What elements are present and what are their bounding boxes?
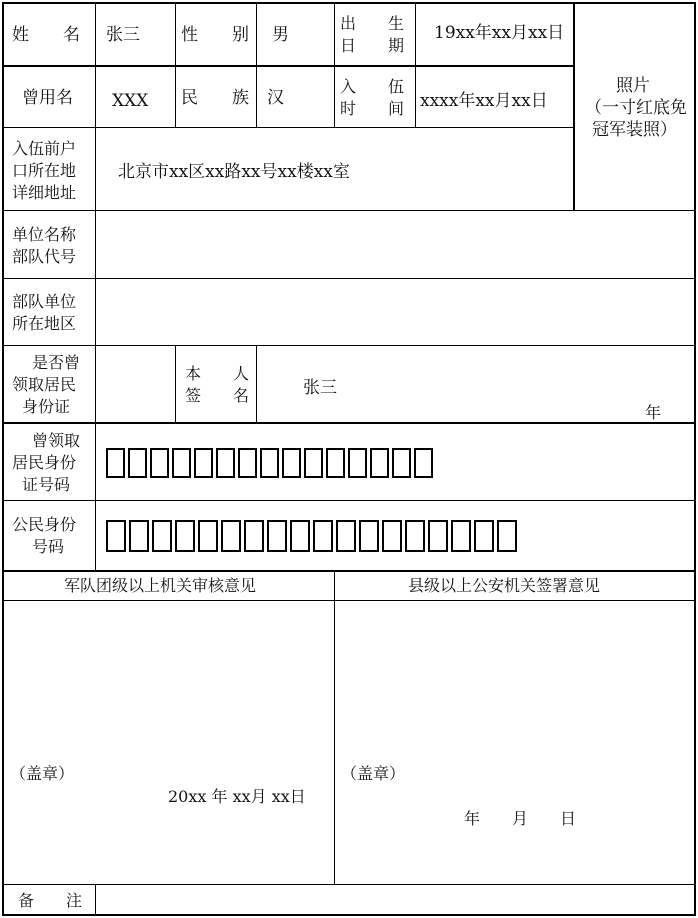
year-char: 年 <box>645 403 662 422</box>
address-label-3: 详细地址 <box>12 183 77 202</box>
vline-c3b <box>256 345 257 423</box>
former-name-label: 曾用名 <box>22 88 73 108</box>
digit-box[interactable] <box>221 520 241 552</box>
hline-1 <box>2 65 573 67</box>
digit-box[interactable] <box>370 448 389 478</box>
vline-label-col <box>95 2 96 570</box>
digit-box[interactable] <box>304 448 323 478</box>
digit-box[interactable] <box>392 448 411 478</box>
photo-note-2: 冠军装照） <box>592 120 677 140</box>
vline-review-mid <box>334 570 335 885</box>
digit-box[interactable] <box>194 448 213 478</box>
digit-box[interactable] <box>414 448 433 478</box>
digit-box[interactable] <box>497 520 517 552</box>
citizen-id-label-2: 号码 <box>32 537 65 556</box>
birth-value: 19xx年xx月xx日 <box>434 23 565 43</box>
vline-c4 <box>334 2 335 128</box>
unit-label-2: 部队代号 <box>12 247 77 266</box>
gender-label: 性 别 <box>181 25 249 45</box>
border-right <box>694 2 696 916</box>
hline-3 <box>2 210 696 211</box>
vline-label-col-remark <box>95 884 96 916</box>
old-id-label-2: 居民身份 <box>12 453 77 472</box>
digit-box[interactable] <box>198 520 218 552</box>
old-id-digit-boxes <box>106 448 433 478</box>
vline-c2 <box>175 2 176 128</box>
photo-label: 照片 <box>616 76 650 96</box>
unit-region-label-1: 部队单位 <box>12 292 77 311</box>
unit-region-label-2: 所在地区 <box>12 314 77 333</box>
unit-label-1: 单位名称 <box>12 225 77 244</box>
old-id-label-1: 曾领取 <box>32 431 81 450</box>
digit-box[interactable] <box>382 520 402 552</box>
ethnic-value: 汉 <box>267 88 284 108</box>
digit-box[interactable] <box>326 448 345 478</box>
digit-box[interactable] <box>128 448 147 478</box>
citizen-id-digit-boxes <box>106 520 517 552</box>
digit-box[interactable] <box>172 448 191 478</box>
digit-box[interactable] <box>244 520 264 552</box>
digit-box[interactable] <box>267 520 287 552</box>
digit-box[interactable] <box>359 520 379 552</box>
ethnic-label: 民 族 <box>181 88 249 108</box>
hline-7 <box>2 500 696 501</box>
hline-4 <box>2 278 696 279</box>
digit-box[interactable] <box>175 520 195 552</box>
name-label: 姓 名 <box>12 25 80 45</box>
digit-box[interactable] <box>216 448 235 478</box>
vline-c2b <box>175 345 176 423</box>
digit-box[interactable] <box>313 520 333 552</box>
gender-value: 男 <box>272 25 289 45</box>
border-bottom <box>2 914 696 916</box>
vline-photo <box>573 2 575 211</box>
signature-value: 张三 <box>303 378 337 398</box>
border-top <box>2 2 696 4</box>
digit-box[interactable] <box>405 520 425 552</box>
vline-c3 <box>256 2 257 128</box>
birth-label-2: 日 期 <box>340 36 405 55</box>
police-date: 年 月 日 <box>464 809 577 828</box>
address-label-2: 口所在地 <box>12 161 77 180</box>
digit-box[interactable] <box>150 448 169 478</box>
vline-c5 <box>415 2 416 128</box>
prior-id-label-2: 领取居民 <box>12 375 77 394</box>
enlist-label-1: 入 伍 <box>340 77 405 96</box>
old-id-label-3: 证号码 <box>22 475 71 494</box>
digit-box[interactable] <box>106 520 126 552</box>
former-name-value: XXX <box>112 91 149 111</box>
prior-id-label-1: 是否曾 <box>32 353 81 372</box>
police-seal: （盖章） <box>341 764 406 783</box>
digit-box[interactable] <box>336 520 356 552</box>
enlist-value: xxxx年xx月xx日 <box>420 91 548 111</box>
citizen-id-label-1: 公民身份 <box>12 515 77 534</box>
digit-box[interactable] <box>451 520 471 552</box>
hline-9 <box>2 600 696 601</box>
hline-2 <box>2 127 573 128</box>
digit-box[interactable] <box>474 520 494 552</box>
border-left <box>2 2 4 916</box>
signature-label-1: 本 人 <box>185 364 250 383</box>
enlist-label-2: 时 间 <box>340 99 405 118</box>
digit-box[interactable] <box>152 520 172 552</box>
signature-label-2: 签 名 <box>185 386 250 405</box>
name-value: 张三 <box>106 25 140 45</box>
digit-box[interactable] <box>428 520 448 552</box>
military-seal: （盖章） <box>10 764 75 783</box>
hline-8 <box>2 570 696 572</box>
military-review-header: 军队团级以上机关审核意见 <box>64 576 257 595</box>
digit-box[interactable] <box>106 448 125 478</box>
address-value: 北京市xx区xx路xx号xx楼xx室 <box>118 162 350 182</box>
address-label-1: 入伍前户 <box>12 139 77 158</box>
digit-box[interactable] <box>348 448 367 478</box>
military-date: 20xx 年 xx月 xx日 <box>168 787 306 806</box>
digit-box[interactable] <box>238 448 257 478</box>
hline-10 <box>2 884 696 885</box>
birth-label-1: 出 生 <box>340 14 405 33</box>
police-review-header: 县级以上公安机关签署意见 <box>408 576 601 595</box>
prior-id-label-3: 身份证 <box>22 397 71 416</box>
hline-5 <box>2 345 696 346</box>
digit-box[interactable] <box>282 448 301 478</box>
digit-box[interactable] <box>290 520 310 552</box>
digit-box[interactable] <box>260 448 279 478</box>
photo-note-1: （一寸红底免 <box>585 98 687 118</box>
remark-label: 备 注 <box>18 891 83 910</box>
hline-6 <box>2 422 696 424</box>
digit-box[interactable] <box>129 520 149 552</box>
